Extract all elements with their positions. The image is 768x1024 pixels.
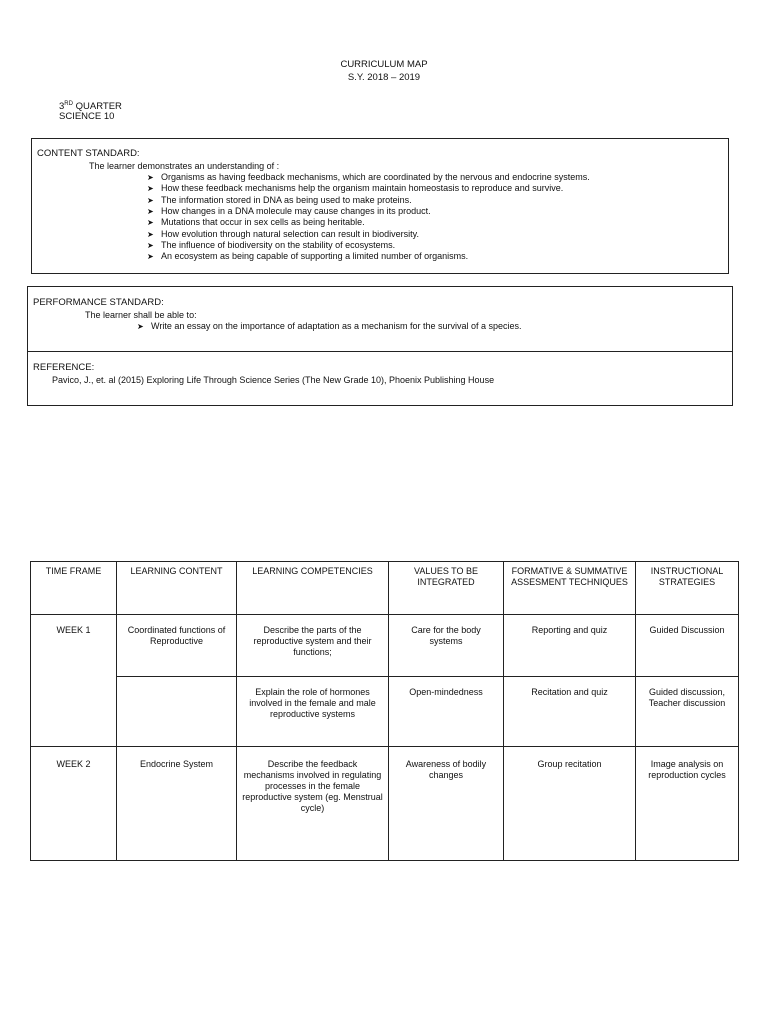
bullet-arrow-icon: ➤: [147, 207, 154, 216]
header-assessment: FORMATIVE & SUMMATIVE ASSESMENT TECHNIQUES: [504, 562, 636, 615]
cell-content: Coordinated functions of Reproductive: [117, 615, 237, 677]
cell-strategy: Guided Discussion: [636, 615, 739, 677]
quarter-word: QUARTER: [75, 101, 122, 112]
content-standard-item: ➤ Mutations that occur in sex cells as being heritable.: [147, 217, 365, 227]
cell-values: Awareness of bodily changes: [389, 747, 504, 861]
bullet-arrow-icon: ➤: [147, 173, 154, 182]
school-year: S.Y. 2018 – 2019: [347, 72, 421, 83]
header-learning-content: LEARNING CONTENT: [117, 562, 237, 615]
section-divider: [27, 351, 733, 352]
header-learning-competencies: LEARNING COMPETENCIES: [237, 562, 389, 615]
cell-strategy: Image analysis on reproduction cycles: [636, 747, 739, 861]
content-standard-item: ➤ Organisms as having feedback mechanisms, which are coordinated by the nervous and endocrine systems.: [147, 172, 590, 182]
cell-strategy: Guided discussion, Teacher discussion: [636, 677, 739, 747]
cell-assessment: Recitation and quiz: [504, 677, 636, 747]
content-standard-item: ➤ How these feedback mechanisms help the organism maintain homeostasis to reproduce and survive.: [147, 183, 564, 193]
content-standard-item: ➤ The influence of biodiversity on the stability of ecosystems.: [147, 240, 396, 250]
bullet-arrow-icon: ➤: [147, 252, 154, 261]
performance-standard-intro: The learner shall be able to:: [85, 310, 197, 320]
reference-text: Pavico, J., et. al (2015) Exploring Life Through Science Series (The New Grade 10), Phoenix Publishing House: [52, 375, 495, 385]
table-header-row: [31, 562, 739, 615]
cell-competency: Describe the parts of the reproductive system and their functions;: [237, 615, 389, 677]
cell-time-frame: WEEK 1: [31, 615, 117, 747]
quarter-suffix: RD: [64, 101, 73, 107]
bullet-arrow-icon: ➤: [147, 241, 154, 250]
content-standard-item: ➤ The information stored in DNA as being used to make proteins.: [147, 195, 412, 205]
content-standard-item: ➤ How evolution through natural selection can result in biodiversity.: [147, 229, 419, 239]
cell-assessment: Group recitation: [504, 747, 636, 861]
header-values: VALUES TO BE INTEGRATED: [389, 562, 504, 615]
cell-content: Endocrine System: [117, 747, 237, 861]
header-strategies: INSTRUCTIONAL STRATEGIES: [636, 562, 739, 615]
bullet-arrow-icon: ➤: [137, 322, 144, 331]
cell-competency: Describe the feedback mechanisms involved in regulating processes in the female reproductive system (eg. Menstrual cycle): [237, 747, 389, 861]
quarter-number: 3: [59, 101, 65, 112]
table-row: [31, 747, 739, 861]
cell-values: Open-mindedness: [389, 677, 504, 747]
bullet-arrow-icon: ➤: [147, 196, 154, 205]
performance-standard-item: ➤ Write an essay on the importance of adaptation as a mechanism for the survival of a species.: [137, 321, 522, 331]
cell-assessment: Reporting and quiz: [504, 615, 636, 677]
header-time-frame: TIME FRAME: [31, 562, 117, 615]
content-standard-item: ➤ How changes in a DNA molecule may cause changes in its product.: [147, 206, 431, 216]
cell-time-frame: WEEK 2: [31, 747, 117, 861]
bullet-arrow-icon: ➤: [147, 230, 154, 239]
table-row: [31, 615, 739, 677]
cell-values: Care for the body systems: [389, 615, 504, 677]
table-row: [31, 677, 739, 747]
content-standard-intro: The learner demonstrates an understanding of :: [89, 161, 280, 171]
reference-heading: REFERENCE:: [33, 362, 95, 373]
bullet-arrow-icon: ➤: [147, 184, 154, 193]
subject-label: SCIENCE 10: [59, 111, 115, 122]
content-standard-item: ➤ An ecosystem as being capable of supporting a limited number of organisms.: [147, 251, 469, 261]
cell-competency: Explain the role of hormones involved in the female and male reproductive systems: [237, 677, 389, 747]
bullet-arrow-icon: ➤: [147, 218, 154, 227]
content-standard-heading: CONTENT STANDARD:: [37, 148, 140, 159]
performance-standard-heading: PERFORMANCE STANDARD:: [33, 297, 164, 308]
cell-content: [117, 677, 237, 747]
document-title: CURRICULUM MAP: [340, 59, 428, 70]
curriculum-table: [30, 561, 739, 861]
